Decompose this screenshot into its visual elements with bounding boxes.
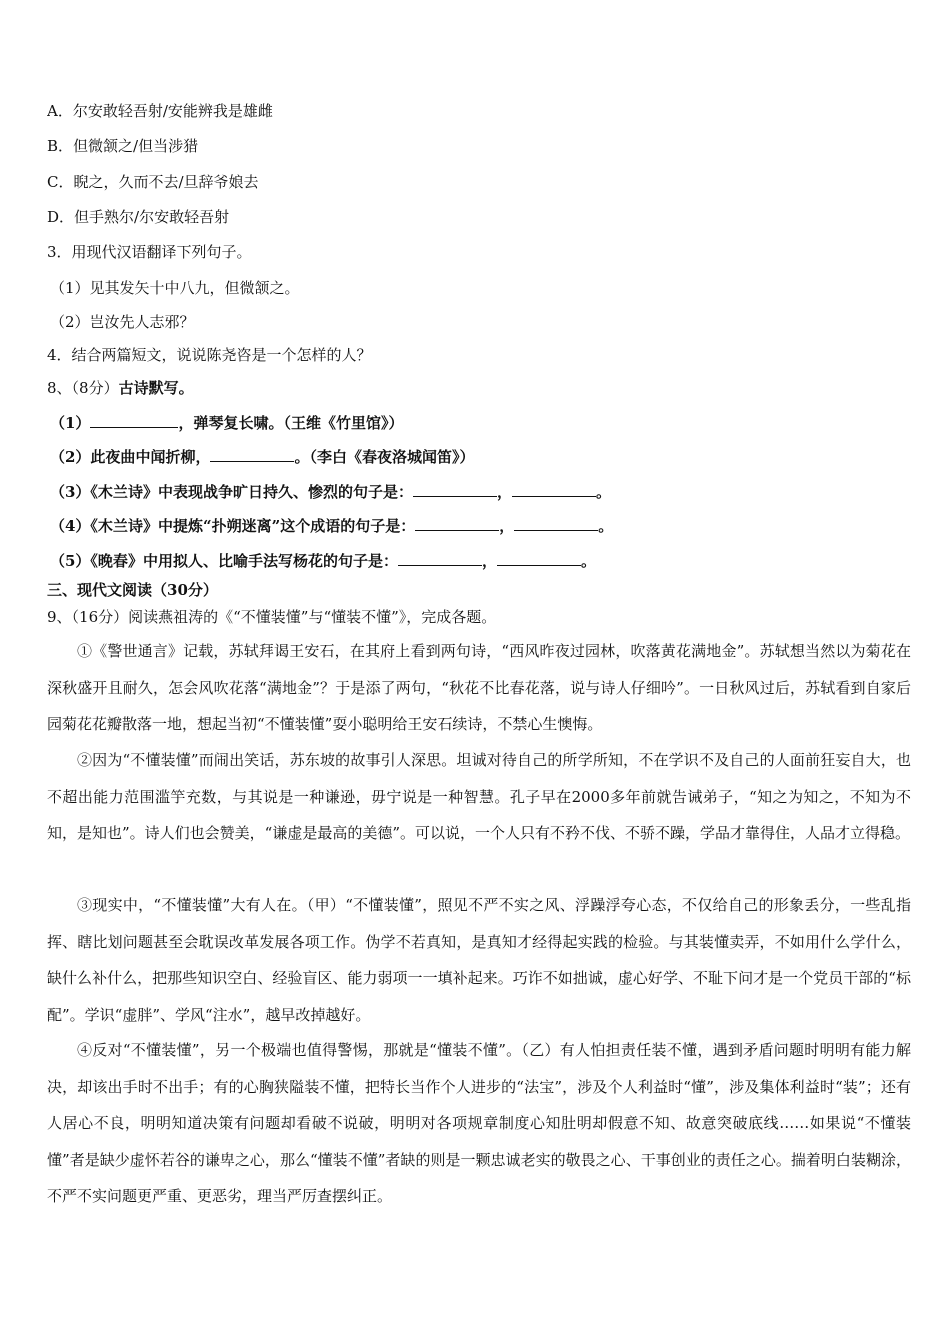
poem-item-1: [50, 412, 920, 433]
item-suffix: 。: [595, 483, 611, 501]
reading-paragraph-3: ③现实中，“不懂装懂”大有人在。（甲）“不懂装懂”，照见不严不实之风、浮躁浮夸心态，不仅给自己的形象丢分，一些乱指挥、瞎比划问题甚至会耽误改革发展各项工作。伪学不若真知，是真知才经得起实践的检验。与其装懂卖弄，不如用什么学什么，缺什么补什么，把那些知识空白、经验盲区、能力弱项一一填补起来。巧诈不如拙诚，虚心好学、不耻下问才是一个党员干部的“标配”。学识“虚胖”、学风“注水”，越早改掉越好。: [47, 896, 911, 1024]
poem-item-2: [50, 446, 920, 467]
option-label: D．: [47, 208, 75, 226]
question-8-number: 8、（8分）: [47, 379, 119, 397]
reading-paragraph-1: ①《警世通言》记载，苏轼拜谒王安石，在其府上看到两句诗，“西风昨夜过园林，吹落黄花满地金”。苏轼想当然以为菊花在深秋盛开且耐久，怎会风吹花落“满地金”？于是添了两句，“秋花不比春花落，说与诗人仔细吟”。一日秋风过后，苏轼看到自家后园菊花花瓣散落一地，想起当初“不懂装懂”耍小聪明给王安石续诗，不禁心生懊悔。: [47, 642, 911, 733]
option-label: B．: [47, 137, 74, 155]
item-suffix: 。（李白《春夜洛城闻笛》）: [294, 448, 475, 466]
item-suffix: 。: [580, 552, 596, 570]
answer-blank[interactable]: [514, 515, 598, 531]
option-b: [47, 136, 917, 156]
answer-blank[interactable]: [497, 550, 581, 566]
question-4: 4．结合两篇短文，说说陈尧咨是一个怎样的人？: [47, 346, 372, 364]
answer-blank[interactable]: [413, 481, 497, 497]
question-9: 9、（16分）阅读燕祖涛的《“不懂装懂”与“懂装不懂”》，完成各题。: [47, 608, 497, 626]
option-text: 但手熟尔/尔安敢轻吾射: [74, 208, 230, 226]
reading-paragraph-2: ②因为“不懂装懂”而闹出笑话，苏东坡的故事引人深思。坦诚对待自己的所学所知，不在学识不及自己的人面前狂妄自大，也不超出能力范围滥竽充数，与其说是一种谦逊，毋宁说是一种智慧。孔子早在2000多年前就告诫弟子，“知之为知之，不知为不知，是知也”。诗人们也会赞美，“谦虚是最高的美德”。可以说，一个人只有不矜不伐、不骄不躁，学品才靠得住，人品才立得稳。: [47, 751, 911, 842]
item-prefix: （5）《晚春》中用拟人、比喻手法写杨花的句子是：: [50, 552, 398, 570]
option-label: A．: [47, 102, 73, 120]
option-text: 睨之，久而不去/旦辞爷娘去: [73, 173, 259, 191]
answer-blank[interactable]: [415, 515, 499, 531]
poem-item-5: [50, 550, 920, 571]
poem-item-3: [50, 481, 920, 502]
item-suffix: 。: [598, 517, 614, 535]
answer-blank[interactable]: [512, 481, 596, 497]
reading-paragraph-4: ④反对“不懂装懂”，另一个极端也值得警惕，那就是“懂装不懂”。（乙）有人怕担责任装不懂，遇到矛盾问题时明明有能力解决，却该出手时不出手；有的心胸狭隘装不懂，把特长当作个人进步的“法宝”，涉及个人利益时“懂”，涉及集体利益时“装”；还有人居心不良，明明知道决策有问题却看破不说破，明明对各项规章制度心知肚明却假意不知、故意突破底线……如果说“不懂装懂”者是缺少虚怀若谷的谦卑之心，那么“懂装不懂”者缺的则是一颗忠诚老实的敬畏之心、干事创业的责任之心。揣着明白装糊涂，不严不实问题更严重、更恶劣，理当严厉查摆纠正。: [47, 1041, 911, 1205]
item-separator: ，: [496, 483, 512, 501]
item-prefix: （2）此夜曲中闻折柳，: [50, 448, 211, 466]
option-text: 但微颔之/但当涉猎: [73, 137, 199, 155]
item-separator: ，: [481, 552, 497, 570]
item-suffix: ，弹琴复长啸。（王维《竹里馆》）: [178, 414, 404, 432]
item-separator: ，: [499, 517, 515, 535]
section-3-title: 三、现代文阅读（30分）: [47, 581, 218, 599]
item-prefix: （1）: [50, 414, 91, 432]
option-c: [47, 172, 917, 192]
question-3-2: （2）岂汝先人志邪？: [50, 313, 195, 331]
answer-blank[interactable]: [90, 412, 178, 428]
option-label: C．: [47, 173, 74, 191]
answer-blank[interactable]: [398, 550, 482, 566]
option-a: [47, 101, 917, 121]
item-prefix: （4）《木兰诗》中提炼“扑朔迷离”这个成语的句子是：: [50, 517, 416, 535]
question-8-heading: [47, 378, 917, 398]
question-8-title: 古诗默写。: [118, 379, 194, 397]
answer-blank[interactable]: [210, 446, 294, 462]
item-prefix: （3）《木兰诗》中表现战争旷日持久、惨烈的句子是：: [50, 483, 413, 501]
option-text: 尔安敢轻吾射/安能辨我是雄雌: [72, 102, 273, 120]
question-3: 3．用现代汉语翻译下列句子。: [47, 243, 252, 261]
question-3-1: （1）见其发矢十中八九，但微颔之。: [50, 279, 300, 297]
poem-item-4: [50, 515, 920, 536]
option-d: [47, 207, 917, 227]
